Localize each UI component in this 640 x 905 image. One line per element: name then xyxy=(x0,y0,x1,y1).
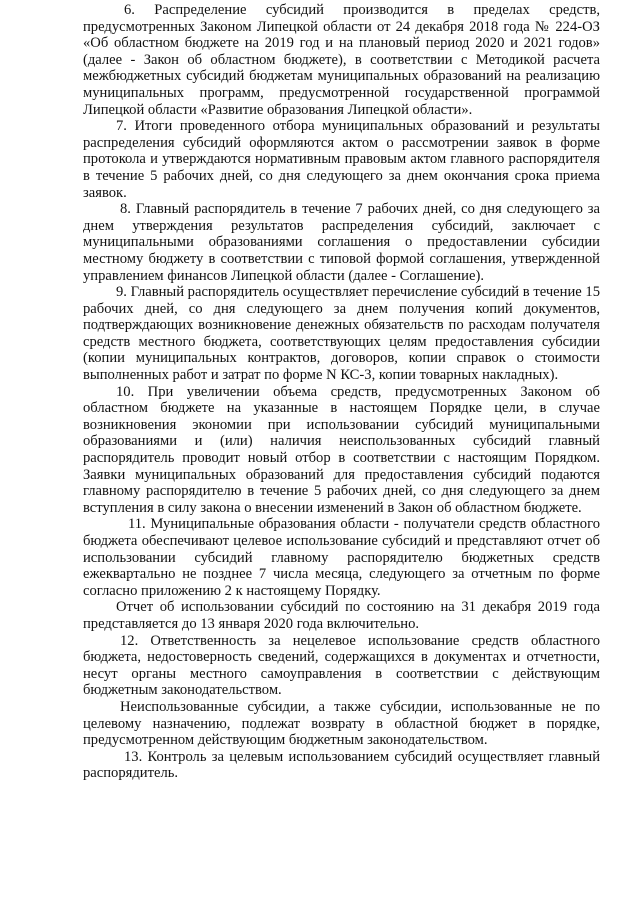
paragraph-9-transfer: 9. Главный распорядитель осуществляет перечисление субсидий в течение 15 рабочих дней, со дня следующего за днем получения копий документов, подтверждающих возникновение денежных обязательств по расходам получателя средств местного бюджета, соответствующих целям предоставления субсидии (копии муниципальных контрактов, договоров, копии справок о стоимости выполненных работ и затрат по форме N КС-3, копии товарных накладных). xyxy=(83,284,600,384)
paragraph-8-agreement: 8. Главный распорядитель в течение 7 рабочих дней, со дня следующего за днем утверждения результатов распределения субсидий, заключает с муниципальными образованиями соглашения о предоставлении субсидии местному бюджету в соответствии с типовой формой соглашения, утвержденной управлением финансов Липецкой области (далее - Соглашение). xyxy=(83,201,600,284)
paragraph-11-reporting: 11. Муниципальные образования области - получатели средств областного бюджета обеспечивают целевое использование субсидий и представляют отчет об использовании субсидий главному распорядителю бюджетных средств ежеквартально не позднее 7 числа месяца, следующего за отчетным по форме согласно приложению 2 к настоящему Порядку. xyxy=(83,516,600,599)
paragraph-10-reallocation: 10. При увеличении объема средств, предусмотренных Законом об областном бюджете на указанные в настоящем Порядке цели, в случае возникновения экономии при использовании субсидий муниципальными образованиями и (или) наличия неиспользованных субсидий главный распорядитель проводит новый отбор в соответствии с настоящим Порядком. Заявки муниципальных образований для предоставления субсидий подаются главному распорядителю в течение 5 рабочих дней, со дня следующего за днем вступления в силу закона о внесении изменений в Закон об областном бюджете. xyxy=(83,383,600,516)
paragraph-11-report-deadline: Отчет об использовании субсидий по состоянию на 31 декабря 2019 года представляется до 13 января 2020 года включительно. xyxy=(83,599,600,632)
paragraph-7-selection-results: 7. Итоги проведенного отбора муниципальных образований и результаты распределения субсидий оформляются актом о рассмотрении заявок в форме протокола и утверждаются нормативным правовым актом главного распорядителя в течение 5 рабочих дней, со дня следующего за днем окончания срока приема заявок. xyxy=(83,118,600,201)
paragraph-12-responsibility: 12. Ответственность за нецелевое использование средств областного бюджета, недостоверность сведений, содержащихся в документах и отчетности, несут органы местного самоуправления в соответствии с действующим бюджетным законодательством. xyxy=(83,632,600,699)
paragraph-12-refund: Неиспользованные субсидии, а также субсидии, использованные не по целевому назначению, подлежат возврату в областной бюджет в порядке, предусмотренном действующим бюджетным законодательством. xyxy=(83,698,600,749)
paragraph-6-distribution: 6. Распределение субсидий производится в пределах средств, предусмотренных Законом Липецкой области от 24 декабря 2018 года № 224-ОЗ «Об областном бюджете на 2019 год и на плановый период 2020 и 2021 годов» (далее - Закон об областном бюджете), в соответствии с Методикой расчета межбюджетных субсидий бюджетам муниципальных образований на реализацию муниципальных программ, предусмотренной государственной программой Липецкой области «Развитие образования Липецкой области». xyxy=(83,2,600,118)
paragraph-13-control: 13. Контроль за целевым использованием субсидий осуществляет главный распорядитель. xyxy=(83,748,600,782)
